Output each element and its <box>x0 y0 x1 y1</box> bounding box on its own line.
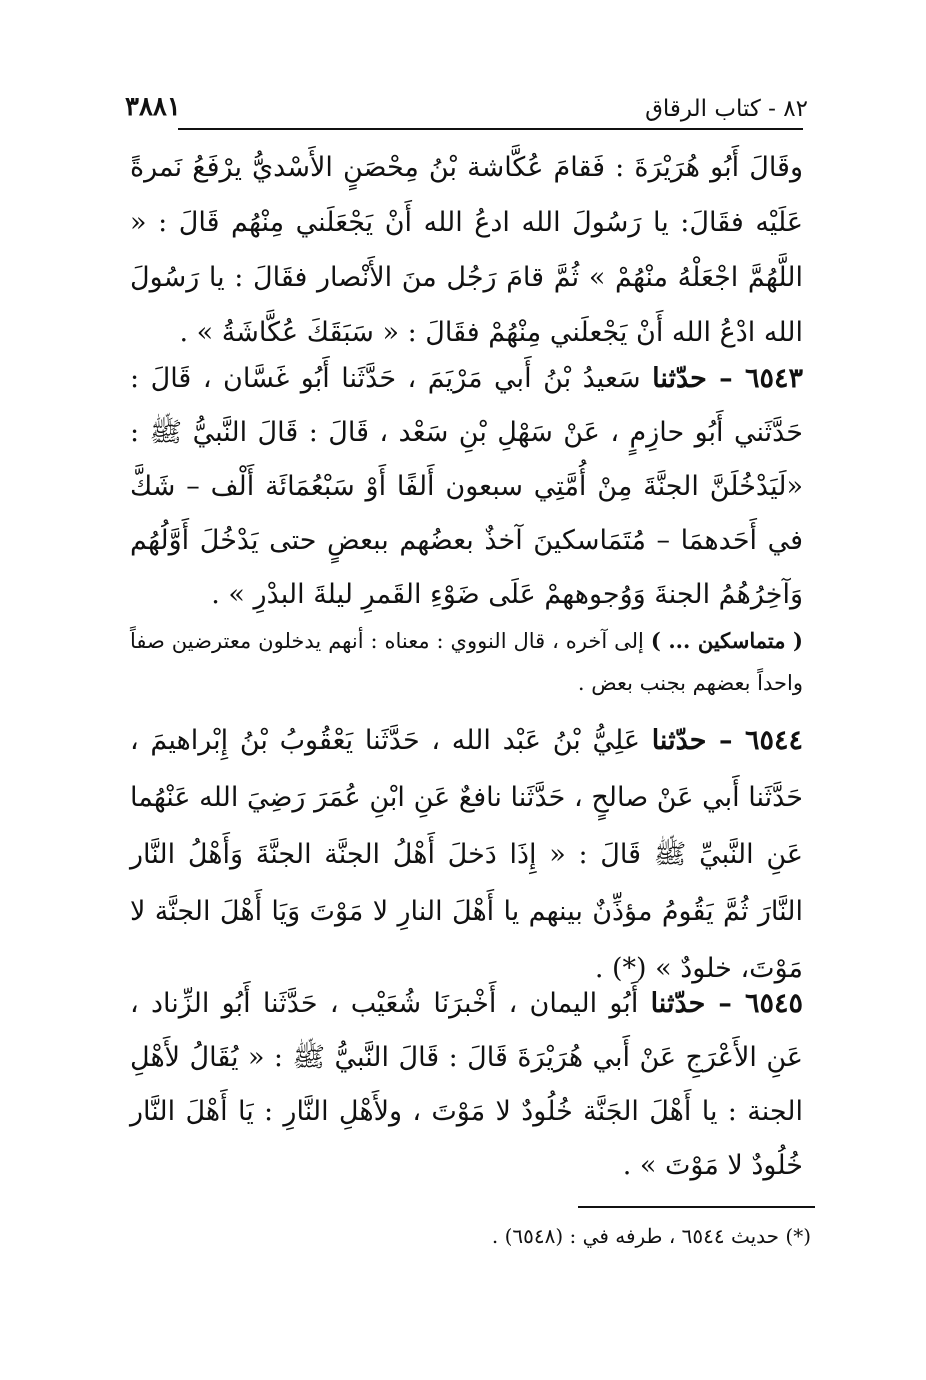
footnote-rule <box>578 1206 815 1208</box>
hadith-text: عَلِيُّ بْنُ عَبْد الله ، حَدَّثَنا يَعْقُوبُ بْنُ إِبْراهيمَ ، حَدَّثَنا أَبي عَنْ صالحٍ ، حَدَّثَنا نافعٌ عَنِ ابْنِ عُمَرَ رَضِيَ الله عَنْهُما عَنِ النَّبيِّ ﷺ قَالَ : « إِذَا دَخلَ أَهْلُ الجنَّة الجنَّةَ وَأَهْلُ النَّار النَّارَ ثُمَّ يَقُومُ مؤذِّنٌ بينهم يا أَهْلَ النارِ لا مَوْتَ وَيَا أَهْلَ الجنَّة لا مَوْتَ، خلودٌ » (*) . <box>130 725 803 984</box>
intro-paragraph: وقَالَ أَبُو هُرَيْرَةَ : فَقامَ عُكَّاشة بْنُ مِحْصَنٍ الأَسْديُّ يرْفَعُ نَمرةً عَلَيْه فقَالَ: يا رَسُولَ الله ادعُ الله أَنْ يَجْعَلَني مِنْهُم قَالَ : « اللَّهُمَّ اجْعَلْهُ منْهُمْ » ثُمَّ قامَ رَجُل منَ الأَنْصار فقَالَ : يا رَسُولَ الله ادْعُ الله أَنْ يَجْعلَني مِنْهُمْ فقَالَ : « سَبَقَكَ عُكَّاشَةُ » . <box>130 152 803 348</box>
hadith-6543 <box>130 352 803 622</box>
note-term: ( متماسكين ... ) <box>650 628 803 653</box>
hadith-6544 <box>130 712 803 997</box>
header-rule <box>178 128 803 130</box>
hadith-text: أَبُو اليمان ، أَخْبرَنَا شُعَيْب ، حَدَّثَنا أَبُو الزِّناد ، عَنِ الأَعْرَجِ عَنْ أَبي هُرَيْرَةَ قَالَ : قَالَ النَّبيُّ ﷺ : « يُقَالُ لأَهْلِ الجنة : يا أَهْلَ الجَنَّة خُلُودٌ لا مَوْتَ ، ولأَهْلِ النَّارِ : يَا أَهْلَ النَّار خُلُودٌ لا مَوْتَ » . <box>130 988 803 1181</box>
hadith-number: ٦٥٤٣ – حدّثنا <box>652 363 804 394</box>
hadith-text: سَعيدُ بْنُ أَبي مَرْيَمَ ، حَدَّثَنا أَبُو غَسَّان ، قَالَ : حَدَّثَني أَبُو حازِمٍ ، عَنْ سَهْلِ بْنِ سَعْد ، قَالَ : قَالَ النَّبيُّ ﷺ : «لَيَدْخُلَنَّ الجنَّةَ مِنْ أُمَّتِي سبعون أَلفًا أَوْ سَبْعُمَائَة أَلْف – شَكَّ في أَحَدهمَا – مُتَمَاسكينَ آخذٌ بعضُهم ببعضٍ حتى يَدْخُلَ أَوَّلُهُم وَآخِرُهُمُ الجنةَ وَوُجوههمْ عَلَى ضَوْءِ القَمرِ ليلةَ البدْرِ » . <box>130 363 803 610</box>
page-number: ٣٨٨١ <box>125 92 181 122</box>
commentary-note <box>130 620 803 704</box>
hadith-6545 <box>130 977 803 1193</box>
footnote: (*) حديث ٦٥٤٤ ، طرفه في : (٦٥٤٨) . <box>491 1224 811 1248</box>
note-text: إلى آخره ، قال النووي : معناه : أنهم يدخلون معترضين صفاً واحداً بعضهم بجنب بعض . <box>130 629 803 695</box>
hadith-number: ٦٥٤٤ – حدّثنا <box>651 725 803 756</box>
hadith-number: ٦٥٤٥ – حدّثنا <box>650 988 803 1019</box>
page-header <box>125 86 808 122</box>
chapter-title: ٨٢ - كتاب الرقاق <box>645 96 808 122</box>
